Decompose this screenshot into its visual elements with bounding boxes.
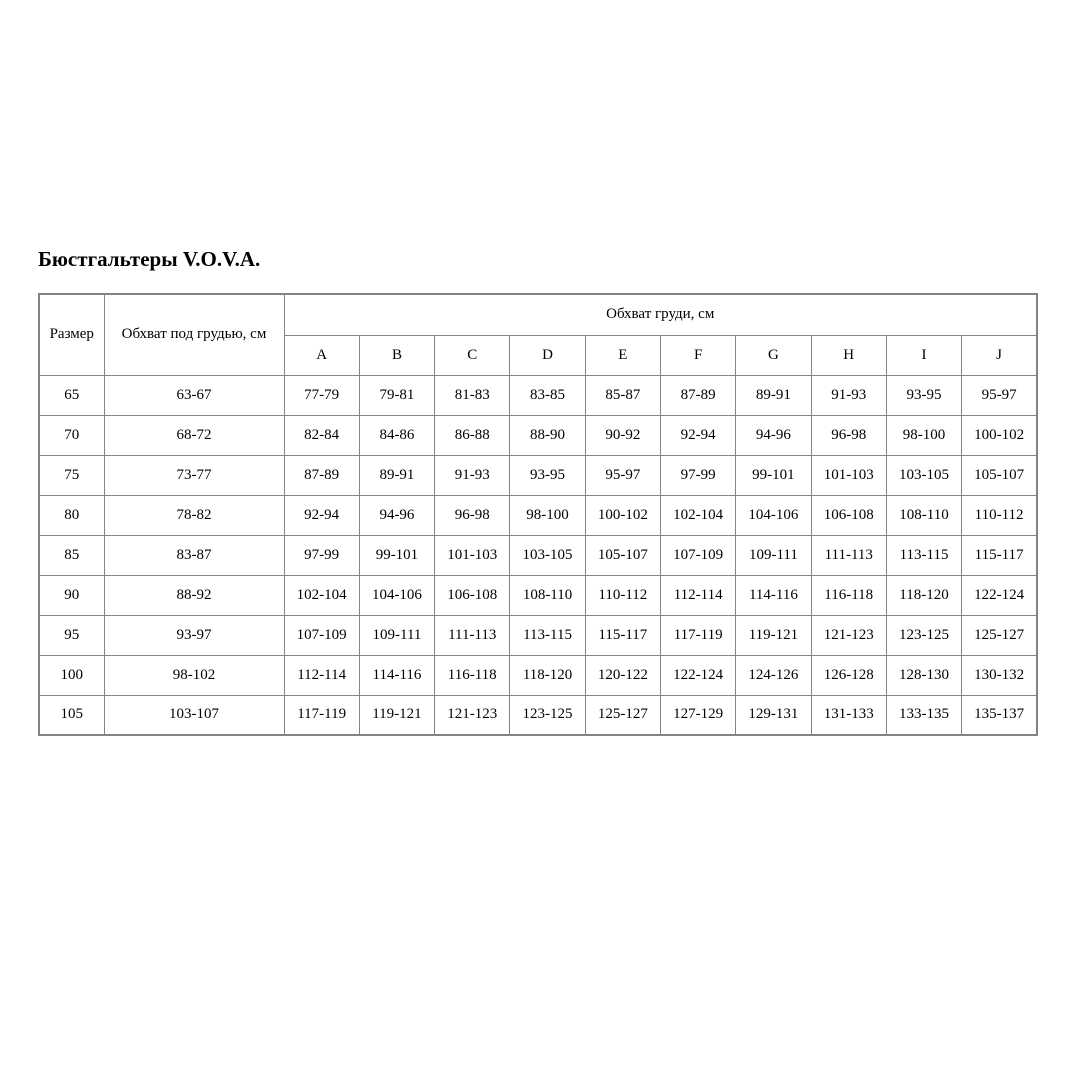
size-cell: 100 [39,655,104,695]
cup-range-cell: 113-115 [510,615,585,655]
cup-range-cell: 114-116 [736,575,811,615]
cup-range-cell: 89-91 [359,455,434,495]
size-table-body [39,375,1037,735]
cup-range-cell: 104-106 [736,495,811,535]
table-row [39,415,1037,455]
page-title: Бюстгальтеры V.O.V.A. [38,247,261,271]
cup-range-cell: 103-105 [886,455,961,495]
cup-range-cell: 119-121 [736,615,811,655]
cup-range-cell: 79-81 [359,375,434,415]
size-cell: 85 [39,535,104,575]
cup-header-j: J [962,335,1037,375]
cup-range-cell: 112-114 [284,655,359,695]
cup-range-cell: 96-98 [811,415,886,455]
underbust-cell: 88-92 [104,575,284,615]
cup-range-cell: 88-90 [510,415,585,455]
cup-range-cell: 116-118 [811,575,886,615]
underbust-cell: 63-67 [104,375,284,415]
cup-range-cell: 85-87 [585,375,660,415]
cup-range-cell: 81-83 [435,375,510,415]
cup-header-g: G [736,335,811,375]
cup-range-cell: 99-101 [359,535,434,575]
underbust-cell: 73-77 [104,455,284,495]
cup-range-cell: 127-129 [660,695,735,735]
cup-range-cell: 122-124 [962,575,1037,615]
cup-range-cell: 128-130 [886,655,961,695]
underbust-cell: 98-102 [104,655,284,695]
cup-range-cell: 108-110 [886,495,961,535]
cup-range-cell: 118-120 [886,575,961,615]
cup-range-cell: 94-96 [359,495,434,535]
cup-range-cell: 86-88 [435,415,510,455]
cup-range-cell: 133-135 [886,695,961,735]
cup-range-cell: 101-103 [811,455,886,495]
cup-range-cell: 97-99 [660,455,735,495]
header-row-group [39,294,1037,335]
cup-range-cell: 93-95 [886,375,961,415]
cup-range-cell: 124-126 [736,655,811,695]
cup-range-cell: 92-94 [284,495,359,535]
cup-range-cell: 107-109 [660,535,735,575]
cup-range-cell: 87-89 [284,455,359,495]
cup-range-cell: 106-108 [435,575,510,615]
cup-header-a: A [284,335,359,375]
cup-range-cell: 105-107 [962,455,1037,495]
cup-header-e: E [585,335,660,375]
cup-range-cell: 89-91 [736,375,811,415]
cup-range-cell: 110-112 [962,495,1037,535]
underbust-cell: 78-82 [104,495,284,535]
cup-range-cell: 109-111 [359,615,434,655]
cup-range-cell: 109-111 [736,535,811,575]
size-cell: 75 [39,455,104,495]
cup-range-cell: 121-123 [435,695,510,735]
cup-range-cell: 115-117 [585,615,660,655]
cup-range-cell: 101-103 [435,535,510,575]
cup-range-cell: 117-119 [660,615,735,655]
cup-range-cell: 130-132 [962,655,1037,695]
cup-range-cell: 112-114 [660,575,735,615]
underbust-cell: 83-87 [104,535,284,575]
table-row [39,575,1037,615]
cup-range-cell: 91-93 [435,455,510,495]
size-cell: 80 [39,495,104,535]
cup-range-cell: 91-93 [811,375,886,415]
cup-range-cell: 83-85 [510,375,585,415]
cup-range-cell: 95-97 [585,455,660,495]
cup-range-cell: 108-110 [510,575,585,615]
size-column-header: Размер [39,294,104,375]
size-cell: 95 [39,615,104,655]
cup-range-cell: 122-124 [660,655,735,695]
table-row [39,655,1037,695]
cup-range-cell: 94-96 [736,415,811,455]
cup-range-cell: 84-86 [359,415,434,455]
cup-range-cell: 121-123 [811,615,886,655]
bust-group-header: Обхват груди, см [284,294,1037,335]
cup-range-cell: 107-109 [284,615,359,655]
table-row [39,455,1037,495]
cup-range-cell: 102-104 [660,495,735,535]
cup-range-cell: 131-133 [811,695,886,735]
underbust-cell: 93-97 [104,615,284,655]
underbust-cell: 68-72 [104,415,284,455]
underbust-cell: 103-107 [104,695,284,735]
table-row [39,375,1037,415]
cup-header-d: D [510,335,585,375]
table-row [39,495,1037,535]
size-cell: 70 [39,415,104,455]
cup-range-cell: 77-79 [284,375,359,415]
cup-range-cell: 110-112 [585,575,660,615]
cup-range-cell: 123-125 [510,695,585,735]
cup-header-c: C [435,335,510,375]
cup-header-b: B [359,335,434,375]
cup-range-cell: 129-131 [736,695,811,735]
cup-range-cell: 90-92 [585,415,660,455]
cup-range-cell: 99-101 [736,455,811,495]
cup-range-cell: 119-121 [359,695,434,735]
cup-range-cell: 111-113 [811,535,886,575]
cup-range-cell: 82-84 [284,415,359,455]
cup-range-cell: 114-116 [359,655,434,695]
cup-range-cell: 135-137 [962,695,1037,735]
cup-range-cell: 93-95 [510,455,585,495]
table-row [39,535,1037,575]
cup-range-cell: 105-107 [585,535,660,575]
cup-header-h: H [811,335,886,375]
cup-range-cell: 120-122 [585,655,660,695]
cup-range-cell: 115-117 [962,535,1037,575]
cup-header-f: F [660,335,735,375]
cup-range-cell: 106-108 [811,495,886,535]
cup-range-cell: 96-98 [435,495,510,535]
cup-range-cell: 123-125 [886,615,961,655]
cup-range-cell: 125-127 [585,695,660,735]
cup-range-cell: 111-113 [435,615,510,655]
table-row [39,695,1037,735]
cup-range-cell: 116-118 [435,655,510,695]
cup-range-cell: 87-89 [660,375,735,415]
cup-range-cell: 100-102 [585,495,660,535]
underbust-column-header: Обхват под грудью, см [104,294,284,375]
cup-range-cell: 95-97 [962,375,1037,415]
cup-range-cell: 98-100 [510,495,585,535]
size-cell: 65 [39,375,104,415]
cup-range-cell: 97-99 [284,535,359,575]
cup-range-cell: 92-94 [660,415,735,455]
cup-range-cell: 126-128 [811,655,886,695]
size-cell: 90 [39,575,104,615]
cup-range-cell: 113-115 [886,535,961,575]
cup-range-cell: 100-102 [962,415,1037,455]
cup-range-cell: 102-104 [284,575,359,615]
cup-range-cell: 117-119 [284,695,359,735]
table-row [39,615,1037,655]
size-chart-table [38,293,1038,736]
cup-range-cell: 118-120 [510,655,585,695]
cup-range-cell: 98-100 [886,415,961,455]
cup-range-cell: 104-106 [359,575,434,615]
cup-range-cell: 103-105 [510,535,585,575]
size-cell: 105 [39,695,104,735]
cup-header-i: I [886,335,961,375]
cup-range-cell: 125-127 [962,615,1037,655]
